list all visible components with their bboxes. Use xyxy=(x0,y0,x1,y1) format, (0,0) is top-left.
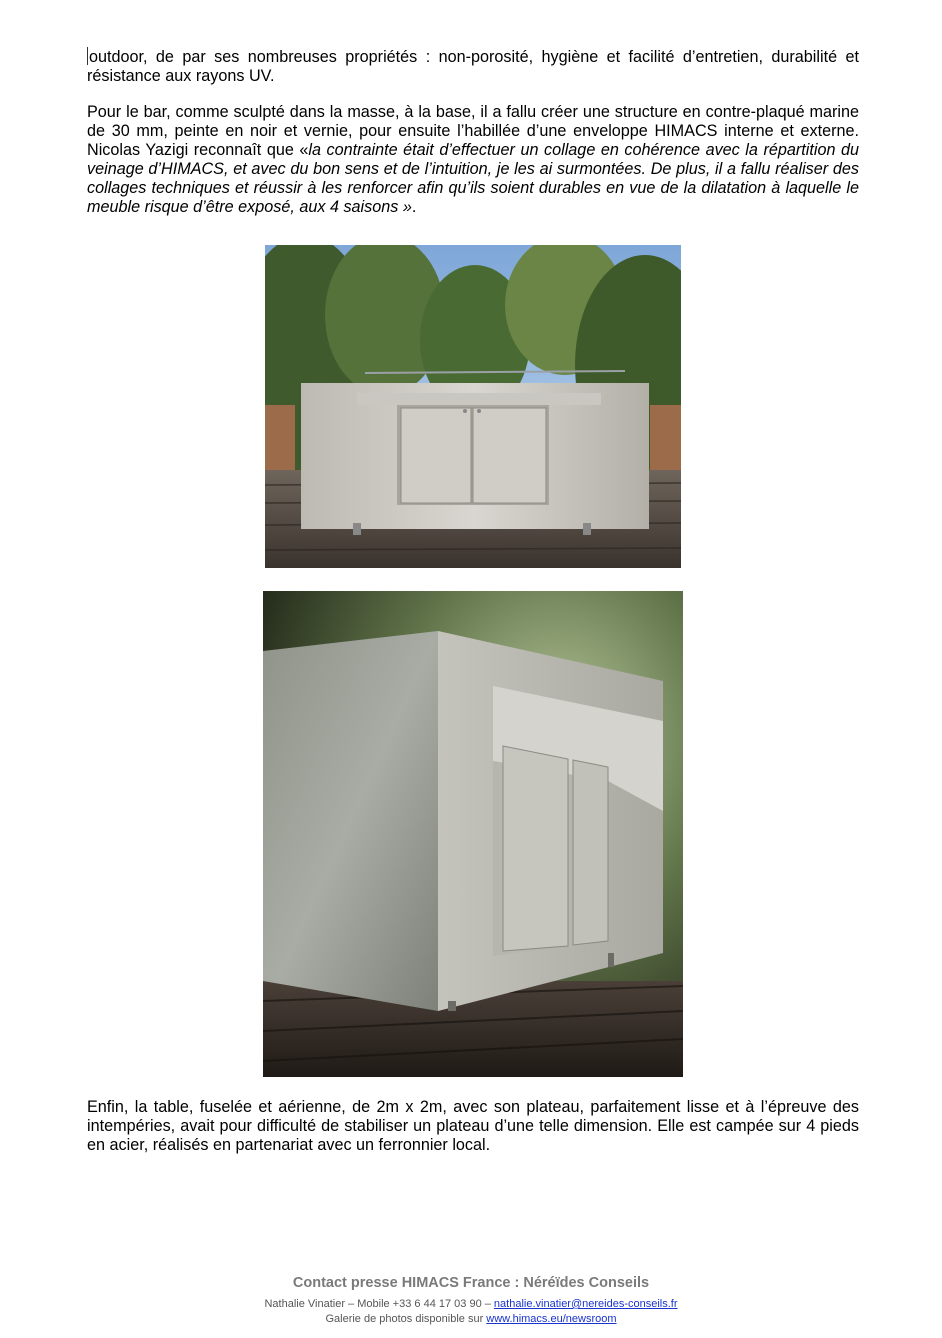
bar-front-photo xyxy=(265,245,681,568)
paragraph-bar-end: . xyxy=(411,198,417,216)
bar-angle-photo xyxy=(263,591,683,1077)
email-link[interactable]: nathalie.vinatier@nereides-conseils.fr xyxy=(493,1298,678,1310)
footer-gallery-text: Galerie de photos disponible sur xyxy=(325,1313,487,1325)
footer-contact-line xyxy=(0,1298,942,1310)
paragraph-bar-text: Pour le bar, comme sculpté dans la masse, à la base, il a fallu créer une structure en contre-plaqué marine de 30 mm, peinte en noir et vernie, pour ensuite l’habillée d’une enveloppe HIMACS interne et externe. Nicolas Yazigi reconnaît que « xyxy=(87,103,859,159)
paragraph-table: Enfin, la table, fuselée et aérienne, de 2m x 2m, avec son plateau, parfaitement lisse et à l’épreuve des intempéries, avait pour difficulté de stabiliser un plateau d’une telle dimension. Elle est campée sur 4 pieds en acier, réalisés en partenariat avec un ferronnier local. xyxy=(87,1098,859,1154)
footer-contact-title: Contact presse HIMACS France : Néréïdes Conseils xyxy=(292,1275,650,1291)
paragraph-intro-text: outdoor, de par ses nombreuses propriétés : non-porosité, hygiène et facilité d’entretien, durabilité et résistance aux rayons UV. xyxy=(87,48,859,85)
footer-gallery-line xyxy=(0,1313,942,1325)
gallery-link[interactable]: www.himacs.eu/newsroom xyxy=(486,1313,617,1325)
paragraph-bar xyxy=(87,103,859,217)
text-cursor xyxy=(87,47,88,65)
footer-contact-text: Nathalie Vinatier – Mobile +33 6 44 17 03 90 – xyxy=(264,1298,494,1310)
paragraph-bar-quote: la contrainte était d’effectuer un collage en cohérence avec la répartition du veinage d’HIMACS, et avec du bon sens et de l’intuition, je les ai surmontées. De plus, il a fallu réaliser des collages techniques et réussir à les renforcer afin qu’ils soient durables en vue de la dilatation à laquelle le meuble risque d’être exposé, aux 4 saisons » xyxy=(87,141,859,216)
paragraph-intro xyxy=(87,47,859,86)
